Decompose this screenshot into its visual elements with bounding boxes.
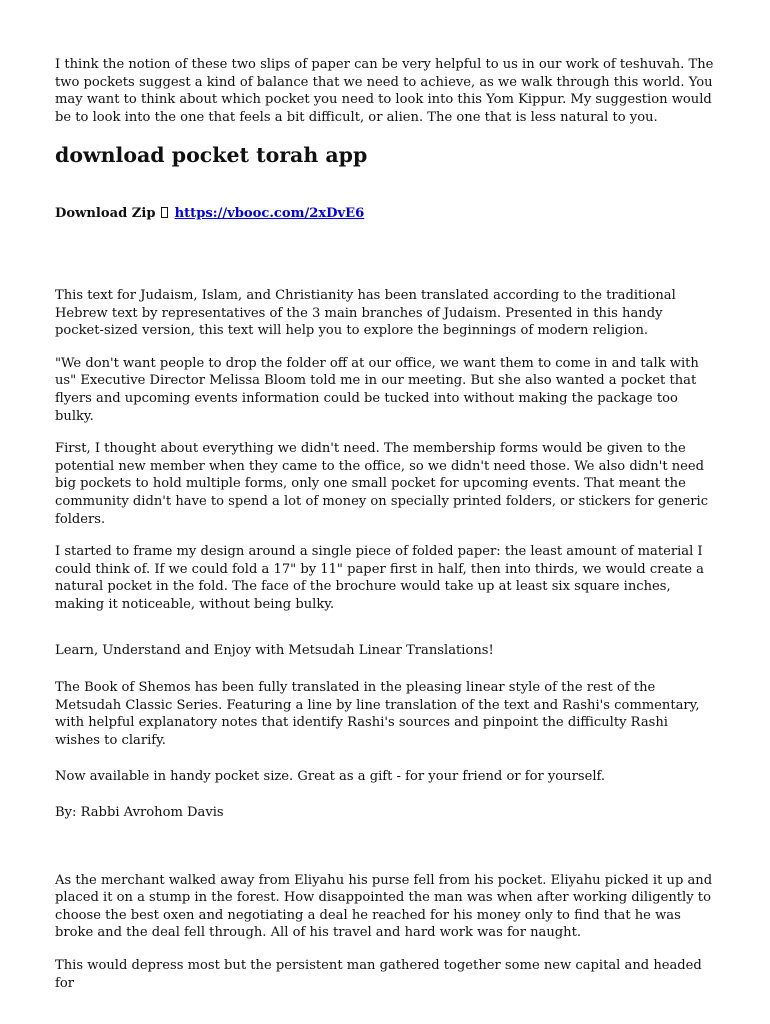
paragraph-7: Now available in handy pocket size. Great as a gift - for your friend or for yourself. bbox=[55, 769, 606, 785]
paragraph-3: First, I thought about everything we didn't need. The membership forms would be given to the potential new member when they came to the office, so we didn't need those. We also didn't need big pockets to hold multiple forms, only one small pocket for upcoming events. That meant the community didn't have to spend a lot of money on specially printed folders, or stickers for generic folders. bbox=[55, 441, 709, 527]
paragraph-8: By: Rabbi Avrohom Davis bbox=[55, 805, 224, 821]
document-page bbox=[55, 56, 715, 992]
box-glyph-icon bbox=[161, 207, 168, 218]
paragraph-9: As the merchant walked away from Eliyahu his purse fell from his pocket. Eliyahu picked it up and placed it on a stump in the forest. How disappointed the man was when after working diligently to choose the best oxen and negotiating a deal he reached for his money only to find that he was broke and the deal fell through. All of his travel and hard work was for naught. bbox=[55, 872, 713, 941]
paragraph-6: The Book of Shemos has been fully translated in the pleasing linear style of the rest of the Metsudah Classic Series. Featuring a line by line translation of the text and Rashi's commentary, with helpful explanatory notes that identify Rashi's sources and pinpoint the difficulty Rashi wishes to clarify. bbox=[55, 680, 700, 748]
paragraph-2: "We don't want people to drop the folder off at our office, we want them to come in and talk with us" Executive Director Melissa Bloom told me in our meeting. But she also wanted a pocket that flyers and upcoming events information could be tucked into without making the package too bulky. bbox=[55, 355, 699, 424]
paragraph-1: This text for Judaism, Islam, and Christianity has been translated according to the traditional Hebrew text by representatives of the 3 main branches of Judaism. Presented in this handy pocket-sized version, this text will help you to explore the beginnings of modern religion. bbox=[55, 287, 676, 339]
intro-paragraph: I think the notion of these two slips of paper can be very helpful to us in our work of teshuvah. The two pockets suggest a kind of balance that we need to achieve, as we walk through this world. You may want to think about which pocket you need to look into this Yom Kippur. My suggestion would be to look into the one that feels a bit difficult, or alien. The one that is less natural to you. bbox=[55, 57, 714, 125]
page-heading: download pocket torah app bbox=[55, 143, 368, 168]
download-label: Download Zip bbox=[55, 206, 156, 222]
download-link[interactable]: https://vbooc.com/2xDvE6 bbox=[174, 206, 365, 222]
paragraph-5: Learn, Understand and Enjoy with Metsudah Linear Translations! bbox=[55, 643, 494, 659]
paragraph-4: I started to frame my design around a single piece of folded paper: the least amount of material I could think of. If we could fold a 17" by 11" paper first in half, then into thirds, we would create a natural pocket in the fold. The face of the brochure would take up at least six square inches, making it noticeable, without being bulky. bbox=[55, 544, 704, 612]
download-line bbox=[55, 205, 715, 223]
paragraph-10: This would depress most but the persistent man gathered together some new capital and headed for bbox=[55, 958, 702, 991]
